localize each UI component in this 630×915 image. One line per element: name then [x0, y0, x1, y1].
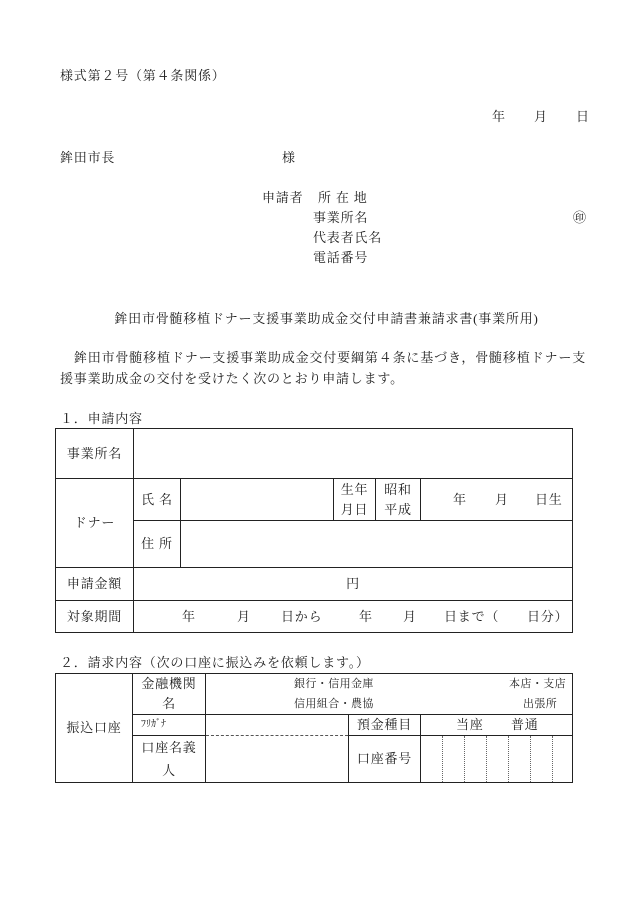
- applicant-address-label: 所 在 地: [318, 190, 368, 205]
- furigana-field: [206, 715, 349, 736]
- intro-line-1: 鉾田市骨髄移植ドナー支援事業助成金交付要綱第４条に基づき，骨髄移植ドナー支: [60, 350, 586, 365]
- digit-separator: [486, 736, 487, 782]
- account-holder-label-line: 人: [162, 763, 176, 778]
- addressee-name: 鉾田市長: [60, 150, 116, 165]
- claim-heading: ２．請求内容（次の口座に振込みを依頼します。）: [60, 655, 370, 670]
- date-year-label: 年: [492, 109, 506, 124]
- period-from-year: 年: [182, 608, 196, 624]
- addressee-honorific: 様: [282, 150, 296, 165]
- office-name-field: [134, 429, 573, 479]
- digit-separator: [552, 736, 553, 782]
- birth-year-label: 年: [453, 491, 467, 507]
- period-to-month: 月: [403, 608, 417, 624]
- account-number-label: 口座番号: [349, 736, 421, 783]
- birth-date-label-line: 月日: [340, 501, 369, 517]
- document-title: 鉾田市骨髄移植ドナー支援事業助成金交付申請書兼請求書(事業所用): [114, 311, 539, 326]
- birth-day-label: 日生: [535, 491, 563, 507]
- applicant-representative-label: 代表者氏名: [313, 230, 383, 245]
- period-to-day: 日まで（: [444, 608, 500, 624]
- era-option-showa: 昭和: [384, 481, 412, 497]
- application-table: [55, 428, 573, 633]
- form-number: 様式第２号（第４条関係）: [60, 68, 226, 83]
- deposit-type-label: 預金種目: [349, 715, 421, 736]
- application-heading: １．申請内容: [60, 411, 143, 426]
- period-from-month: 月: [237, 608, 251, 624]
- branch-type-option: 本店・支店: [509, 678, 566, 690]
- intro-line-2: 援事業助成金の交付を受けたく次のとおり申請します。: [60, 371, 404, 386]
- birth-month-label: 月: [495, 491, 509, 507]
- office-name-label: 事業所名: [56, 429, 134, 479]
- deposit-type-current: 当座: [456, 717, 484, 732]
- furigana-label: ﾌﾘｶﾞﾅ: [133, 715, 206, 736]
- period-to-year: 年: [359, 608, 373, 624]
- seal-mark: ㊞: [573, 210, 587, 225]
- digit-separator: [464, 736, 465, 782]
- donor-label: ドナー: [56, 479, 134, 568]
- birth-date-field: [421, 479, 573, 521]
- date-month-label: 月: [534, 109, 548, 124]
- account-holder-label-line: 口座名義: [141, 740, 197, 755]
- period-from-day: 日から: [281, 608, 323, 624]
- applicant-phone-label: 電話番号: [313, 250, 369, 265]
- amount-label: 申請金額: [56, 568, 134, 601]
- bank-type-option: 信用組合・農協: [294, 698, 374, 710]
- applicant-label: 申請者: [262, 190, 304, 205]
- donor-address-field: [181, 521, 573, 568]
- bank-name-label-line: 金融機関: [141, 676, 197, 691]
- amount-field: [134, 568, 573, 601]
- account-number-field: [421, 736, 573, 783]
- era-options: [376, 479, 421, 521]
- bank-name-label-line: 名: [162, 696, 176, 711]
- birth-date-label-line: 生年: [340, 481, 369, 497]
- birth-date-label: [334, 479, 376, 521]
- account-label: 振込口座: [56, 674, 133, 783]
- era-option-heisei: 平成: [384, 501, 412, 517]
- digit-separator: [508, 736, 509, 782]
- applicant-office-label: 事業所名: [313, 210, 369, 225]
- bank-type-option: 銀行・信用金庫: [294, 678, 374, 690]
- donor-name-field: [181, 479, 334, 521]
- digit-separator: [530, 736, 531, 782]
- deposit-type-field: [421, 715, 573, 736]
- period-label: 対象期間: [56, 601, 134, 633]
- deposit-type-ordinary: 普通: [511, 717, 539, 732]
- date-day-label: 日: [576, 109, 590, 124]
- donor-name-label: 氏 名: [134, 479, 181, 521]
- account-holder-label: [133, 736, 206, 783]
- branch-type-option: 出張所: [523, 698, 558, 710]
- period-field: [134, 601, 573, 633]
- claim-table: [55, 673, 573, 783]
- bank-name-field: [206, 674, 573, 715]
- amount-unit: 円: [346, 576, 360, 591]
- donor-address-label: 住 所: [134, 521, 181, 568]
- account-holder-field: [206, 736, 349, 783]
- digit-separator: [442, 736, 443, 782]
- period-days: 日分）: [527, 608, 569, 624]
- bank-name-label: [133, 674, 206, 715]
